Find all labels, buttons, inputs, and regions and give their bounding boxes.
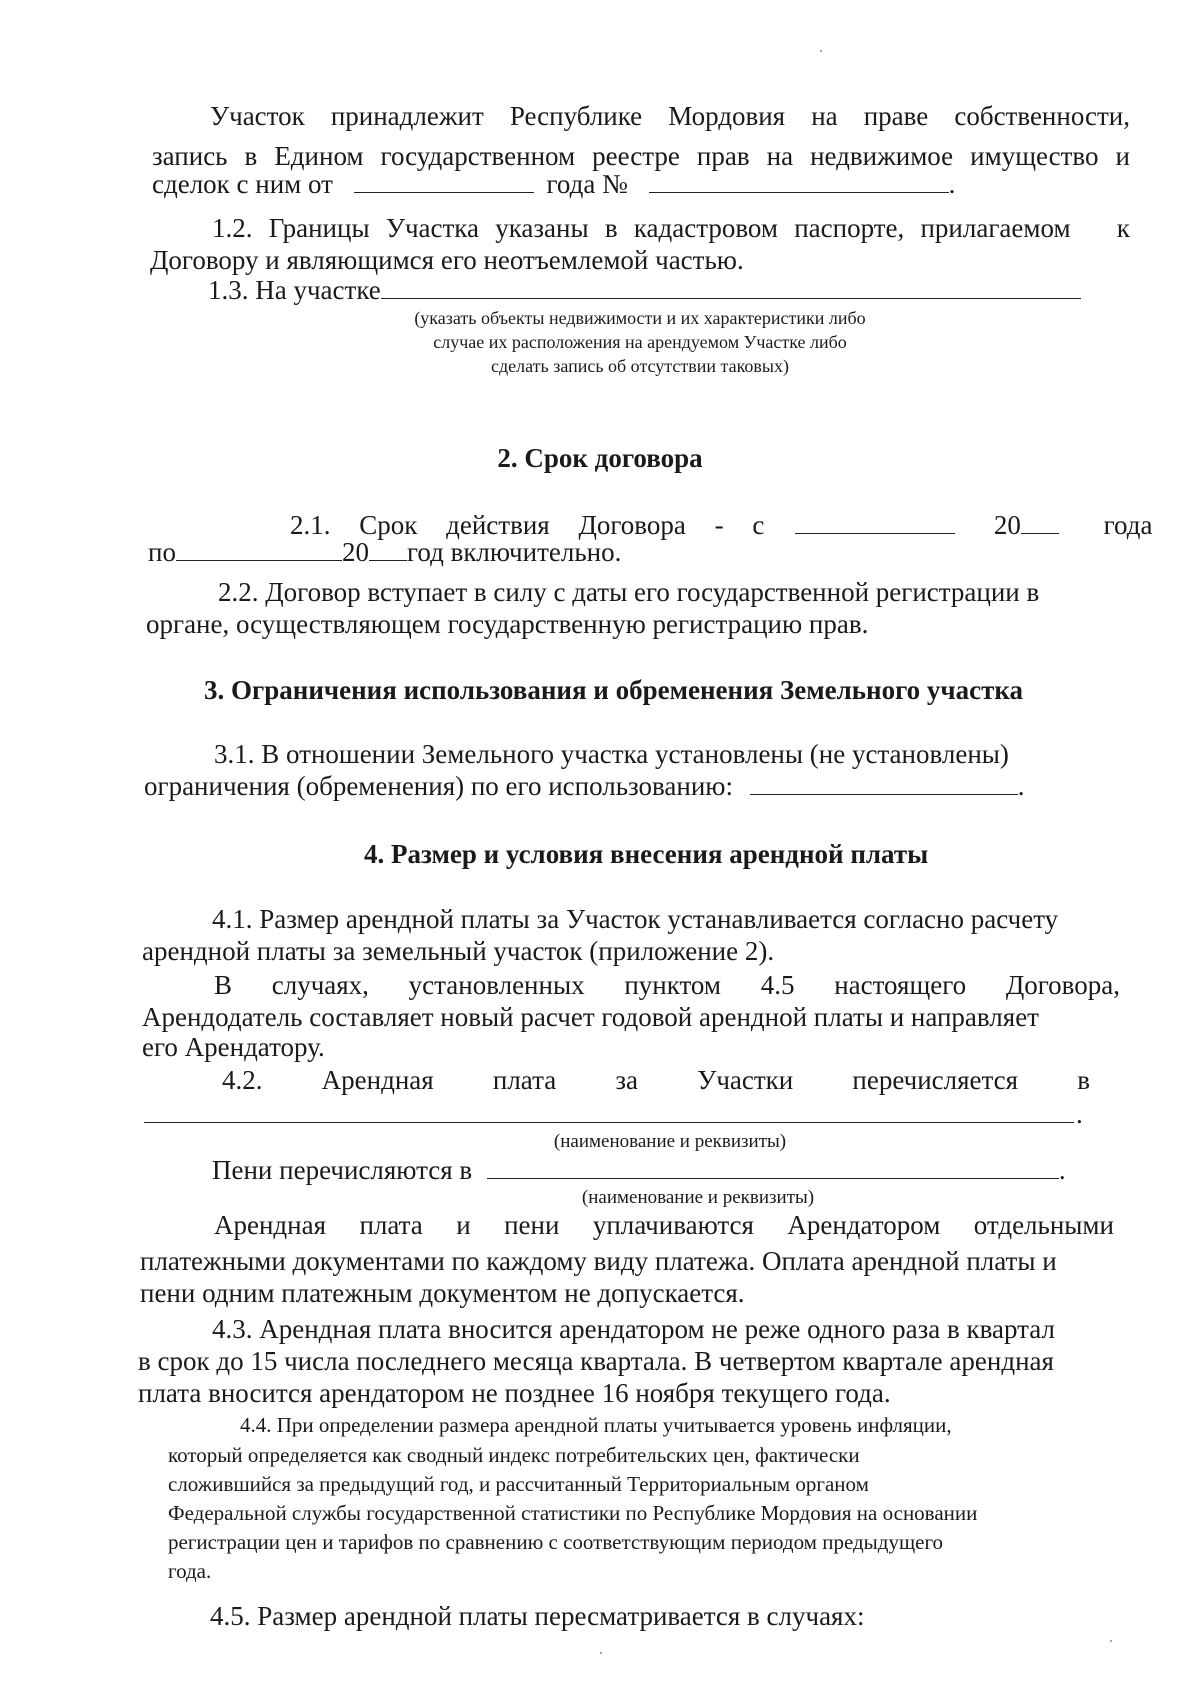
word: прав — [696, 141, 750, 171]
payment-line-1 — [214, 1209, 1114, 1241]
clause-1-2-line-2: Договору и являющимся его неотъемлемой частью. — [150, 245, 744, 275]
word: государственном — [380, 141, 576, 171]
word: Арендная — [321, 1065, 434, 1095]
word: Границы — [268, 213, 370, 243]
word: отдельными — [973, 1210, 1114, 1240]
word: Республике — [509, 101, 643, 131]
word: Арендатором — [787, 1210, 941, 1240]
cases-line-3: его Арендатору. — [142, 1032, 325, 1062]
word: на — [811, 101, 838, 131]
requisites-note-1: (наименование и реквизиты) — [553, 1131, 787, 1152]
text: 2.1. — [290, 510, 331, 540]
word: на — [766, 141, 794, 171]
number-blank — [649, 172, 949, 193]
text: - — [714, 510, 724, 540]
clause-3-1-line-1: 3.1. В отношении Земельного участка установлены (не установлены) — [214, 739, 1009, 769]
clause-4-1-line-2: арендной платы за земельный участок (приложение 2). — [142, 936, 775, 966]
requisites-note-2: (наименование и реквизиты) — [581, 1187, 815, 1208]
clause-1-1-line-1 — [210, 100, 1130, 132]
clause-4-4-line-2: который определяется как сводный индекс потребительских цен, фактически — [168, 1443, 860, 1467]
word: и — [1115, 141, 1130, 171]
clause-4-1-line-1: 4.1. Размер арендной платы за Участок устанавливается согласно расчету — [212, 904, 1059, 934]
scan-speck — [600, 1652, 602, 1654]
text: . — [1058, 1155, 1066, 1185]
word: в — [604, 213, 618, 243]
payment-line-3: пени одним платежным документом не допускается. — [140, 1278, 745, 1308]
word: к — [1116, 213, 1130, 243]
word: в — [1077, 1065, 1090, 1095]
word: в — [244, 141, 258, 171]
scan-speck — [1110, 1640, 1112, 1642]
word: Договора, — [1005, 970, 1120, 1000]
word: за — [615, 1065, 639, 1095]
date-blank — [354, 172, 534, 193]
clause-4-4-line-6: года. — [168, 1559, 212, 1583]
section-2-heading: 2. Срок договора — [497, 443, 703, 473]
word: настоящего — [834, 970, 967, 1000]
restrictions-blank — [750, 774, 1018, 795]
word: Участка — [385, 213, 479, 243]
word: праве — [863, 101, 929, 131]
word: действия — [446, 510, 550, 540]
section-3-heading: 3. Ограничения использования и обременения Земельного участка — [204, 675, 1024, 705]
word: паспорте, — [794, 213, 905, 243]
text: год включительно. — [406, 537, 622, 567]
end-year-blank — [369, 540, 407, 561]
word: плата — [492, 1065, 557, 1095]
word: 4.2. — [222, 1065, 263, 1095]
clause-1-3-note-2: случае их расположения на арендуемом Участке либо — [433, 332, 847, 352]
clause-1-1-line-3 — [152, 168, 955, 200]
word: 1.2. — [212, 213, 253, 243]
scan-speck — [820, 50, 822, 52]
section-4-heading: 4. Размер и условия внесения арендной платы — [364, 839, 929, 869]
text: года № — [546, 169, 628, 199]
clause-2-2-line-1: 2.2. Договор вступает в силу с даты его государственной регистрации в — [218, 577, 1040, 607]
end-date-blank — [176, 540, 342, 561]
word: установленных — [408, 970, 585, 1000]
word: уплачиваются — [592, 1210, 754, 1240]
word: и — [456, 1210, 471, 1240]
cases-line-1 — [214, 969, 1120, 1001]
penalty-recipient-blank — [487, 1158, 1059, 1179]
word: Едином — [274, 141, 364, 171]
text: . — [1017, 771, 1025, 801]
word: реестре — [592, 141, 680, 171]
text: сделок с ним от — [152, 169, 333, 199]
clause-3-1-line-2 — [144, 770, 1024, 802]
objects-blank — [381, 278, 1081, 299]
word: указаны — [495, 213, 589, 243]
text: 1.3. На участке — [208, 275, 381, 305]
word: перечисляется — [852, 1065, 1019, 1095]
payment-line-2: платежными документами по каждому виду платежа. Оплата арендной платы и — [140, 1246, 1057, 1276]
rent-recipient-end: . — [1076, 1099, 1083, 1129]
clause-4-3-line-3: плата вносится арендатором не позднее 16 ноября текущего года. — [138, 1378, 891, 1408]
text: 20 — [341, 537, 369, 567]
clause-4-2-line — [222, 1064, 1090, 1096]
clause-1-3-note-1: (указать объекты недвижимости и их характеристики либо — [414, 308, 866, 328]
clause-4-4-line-3: сложившийся за предыдущий год, и рассчитанный Территориальным органом — [168, 1472, 869, 1496]
start-date-blank — [795, 513, 955, 534]
clause-1-3-line — [208, 274, 1081, 306]
text: ограничения (обременения) по его использованию: — [144, 771, 733, 801]
word: принадлежит — [330, 101, 484, 131]
clause-4-4-line-1: 4.4. При определении размера арендной платы учитывается уровень инфляции, — [240, 1413, 952, 1437]
word: недвижимое — [810, 141, 954, 171]
start-year-blank — [1021, 513, 1059, 534]
clause-2-2-line-2: органе, осуществляющем государственную регистрацию прав. — [146, 609, 869, 639]
clause-4-3-line-2: в срок до 15 числа последнего месяца квартала. В четвертом квартале арендная — [138, 1346, 1054, 1376]
clause-4-5-line: 4.5. Размер арендной платы пересматривается в случаях: — [210, 1601, 865, 1631]
word: Участки — [697, 1065, 794, 1095]
word: собственности, — [954, 101, 1130, 131]
text: с — [752, 510, 765, 540]
word: Срок — [359, 510, 418, 540]
text: 20 — [993, 510, 1021, 540]
word: Мордовия — [668, 101, 786, 131]
word: прилагаемом — [920, 213, 1071, 243]
word: случаях, — [271, 970, 369, 1000]
clause-4-4-line-4: Федеральной службы государственной статистики по Республике Мордовия на основании — [168, 1501, 978, 1525]
word: запись — [152, 141, 228, 171]
text: по — [148, 537, 176, 567]
word: кадастровом — [633, 213, 778, 243]
word: В — [214, 970, 233, 1000]
clause-2-1-line-2 — [148, 536, 621, 568]
word: пунктом — [624, 970, 721, 1000]
cases-line-2: Арендодатель составляет новый расчет годовой арендной платы и направляет — [142, 1002, 1039, 1032]
text: Пени перечисляются в — [212, 1155, 473, 1185]
word: плата — [359, 1210, 423, 1240]
word: имущество — [970, 141, 1099, 171]
text: . — [948, 169, 956, 199]
clause-4-3-line-1: 4.3. Арендная плата вносится арендатором не реже одного раза в квартал — [212, 1314, 1055, 1344]
text: года — [1103, 510, 1153, 540]
word: Договора — [578, 510, 686, 540]
rent-recipient-blank — [144, 1122, 1074, 1123]
clause-4-4-line-5: регистрации цен и тарифов по сравнению с соответствующим периодом предыдущего — [168, 1530, 944, 1554]
clause-1-2-line-1 — [212, 212, 1130, 244]
clause-1-3-note-3: сделать запись об отсутствии таковых) — [490, 356, 789, 376]
word: 4.5 — [760, 970, 795, 1000]
word: Участок — [210, 101, 305, 131]
word: пени — [504, 1210, 560, 1240]
penalty-line — [212, 1154, 1066, 1186]
word: Арендная — [214, 1210, 327, 1240]
